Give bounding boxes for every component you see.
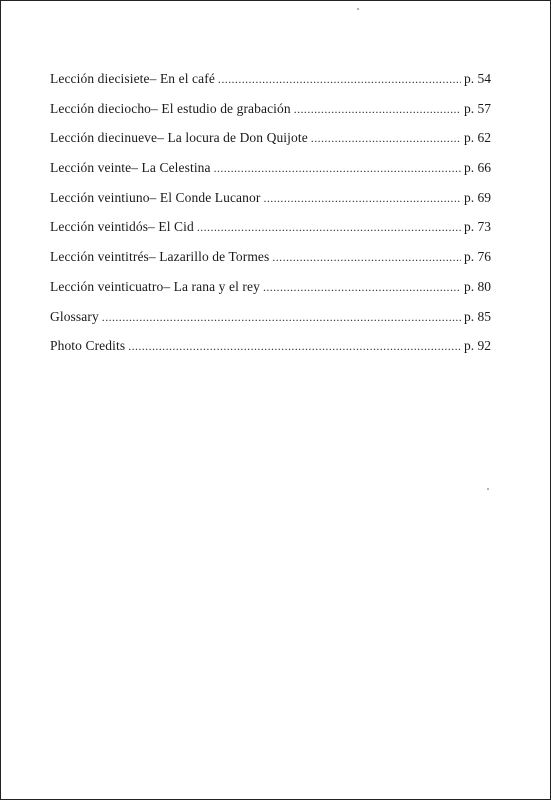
toc-entry-glossary: [50, 302, 491, 332]
toc-entry-title: Lección veinte– La Celestina: [50, 160, 211, 176]
toc-entry-title: Glossary: [50, 308, 99, 324]
toc-entry-title: Lección veintitrés– Lazarillo de Tormes: [50, 249, 270, 265]
toc-entry-title: Lección dieciocho– El estudio de grabación: [50, 100, 291, 116]
toc-entry-title: Lección veintidós– El Cid: [50, 219, 194, 235]
dot-leader: [197, 213, 461, 243]
dot-leader: [294, 95, 461, 125]
toc-entry-leccion-dieciocho: [50, 94, 491, 124]
toc-entry-leccion-veintiuno: [50, 183, 491, 213]
toc-entry-title: Lección veintiuno– El Conde Lucanor: [50, 189, 261, 205]
toc-entry-title: Lección veinticuatro– La rana y el rey: [50, 278, 260, 294]
toc-page-number: p. 66: [464, 160, 491, 176]
toc-entry-leccion-veinticuatro: [50, 272, 491, 302]
dot-leader: [214, 154, 461, 184]
toc-page-number: p. 57: [464, 100, 491, 116]
dot-leader: [128, 332, 461, 362]
dot-leader: [102, 303, 461, 333]
toc-entry-photo-credits: [50, 331, 491, 361]
toc-entry-leccion-diecisiete: [50, 64, 491, 94]
toc-page-number: p. 80: [464, 278, 491, 294]
toc-entry-title: Photo Credits: [50, 338, 126, 354]
dot-leader: [263, 184, 461, 214]
toc-page-number: p. 54: [464, 71, 491, 86]
toc-entry-leccion-diecinueve: [50, 123, 491, 153]
toc-page-number: p. 69: [464, 189, 491, 205]
toc-page-number: p. 73: [464, 219, 491, 235]
toc-entry-title: Lección diecinueve– La locura de Don Quijote: [50, 130, 308, 146]
toc-page-number: p. 92: [464, 338, 491, 354]
toc-page-number: p. 76: [464, 249, 491, 265]
dot-leader: [272, 243, 461, 273]
scan-speck: [357, 8, 359, 10]
table-of-contents: [50, 64, 491, 361]
scan-speck: [487, 488, 489, 490]
toc-entry-title: Lección diecisiete– En el café: [50, 71, 215, 86]
toc-entry-leccion-veintidos: [50, 212, 491, 242]
toc-page-number: p. 62: [464, 130, 491, 146]
dot-leader: [311, 124, 461, 154]
toc-entry-leccion-veinte: [50, 153, 491, 183]
dot-leader: [263, 273, 461, 303]
toc-page-number: p. 85: [464, 308, 491, 324]
dot-leader: [218, 65, 461, 95]
toc-entry-leccion-veintitres: [50, 242, 491, 272]
